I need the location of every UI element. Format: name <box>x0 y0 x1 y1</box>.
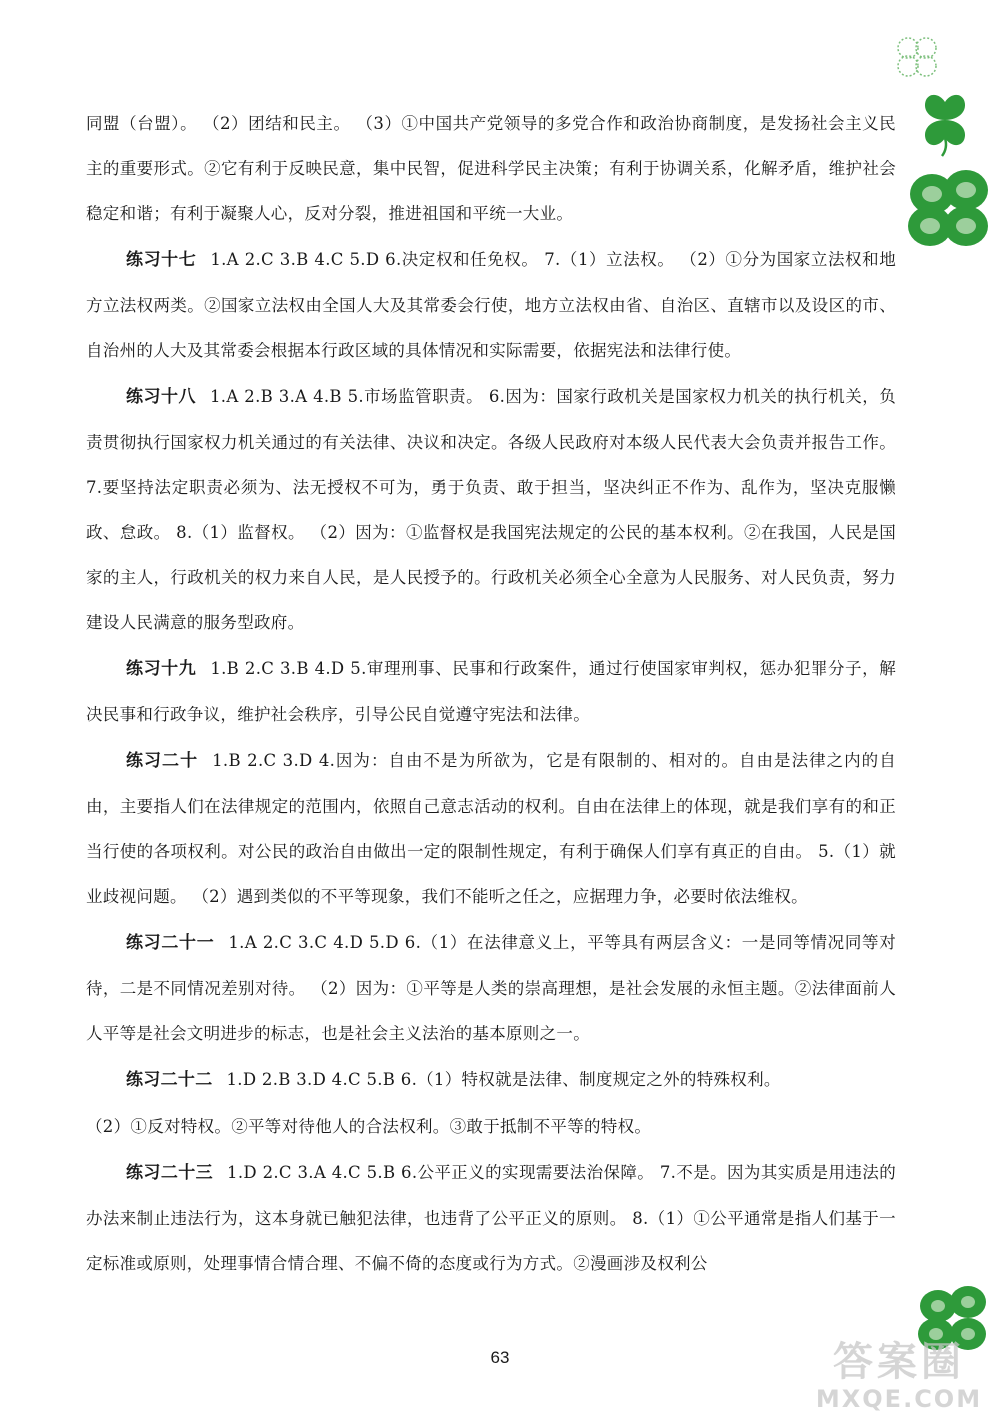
paragraph-text: 1.A 2.C 3.C 4.D 5.D 6.（1）在法律意义上，平等具有两层含义：一是同等情况同等对待，二是不同情况差别对待。 （2）因为：①平等是人类的崇高理想，是社会发展的永恒主题。②法律面前人人平等是社会文明进步的标志，也是社会主义法治的基本原则之一。 <box>86 933 896 1043</box>
exercise-label: 练习十七 <box>126 250 197 270</box>
watermark-logo <box>804 1339 994 1419</box>
answer-text-body <box>86 101 896 1287</box>
answer-paragraph <box>86 237 896 373</box>
exercise-label: 练习二十 <box>126 751 199 771</box>
paragraph-text: （2）①反对特权。②平等对待他人的合法权利。③敢于抵制不平等的特权。 <box>86 1117 652 1136</box>
exercise-label: 练习二十三 <box>126 1163 214 1183</box>
answer-paragraph <box>86 374 896 645</box>
paragraph-text: 1.D 2.C 3.A 4.C 5.B 6.公平正义的实现需要法治保障。 7.不是。因为其实质是用违法的办法来制止违法行为，这本身就已触犯法律，也违背了公平正义的原则。 8.（1）①公平通常是指人们基于一定标准或原则，处理事情合情合理、不偏不倚的态度或行为方式。②漫画涉及权利公 <box>86 1163 896 1273</box>
answer-paragraph <box>86 101 896 236</box>
watermark-line1: 答案圈 <box>833 1339 965 1385</box>
exercise-label: 练习十八 <box>126 387 196 407</box>
answer-paragraph <box>86 1104 896 1149</box>
paragraph-text: 1.A 2.B 3.A 4.B 5.市场监管职责。 6.因为：国家行政机关是国家权力机关的执行机关，负责贯彻执行国家权力机关通过的有关法律、决议和决定。各级人民政府对本级人民代表大会负责并报告工作。 7.要坚持法定职责必须为、法无授权不可为，勇于负责、敢于担当，坚决纠正不作为、乱作为，坚决克服懒政、怠政。 8.（1）监督权。 （2）因为：①监督权是我国宪法规定的公民的基本权利。②在我国，人民是国家的主人，行政机关的权力来自人民，是人民授予的。行政机关必须全心全意为人民服务、对人民负责，努力建设人民满意的服务型政府。 <box>86 387 897 632</box>
answer-paragraph <box>86 920 896 1056</box>
paragraph-text: 同盟（台盟）。 （2）团结和民主。 （3）①中国共产党领导的多党合作和政治协商制度，是发扬社会主义民主的重要形式。②它有利于反映民意，集中民智，促进科学民主决策；有利于协调关系，化解矛盾，维护社会稳定和谐；有利于凝聚人心，反对分裂，推进祖国和平统一大业。 <box>86 114 896 223</box>
exercise-label: 练习十九 <box>126 659 197 679</box>
paragraph-text: 1.B 2.C 3.B 4.D 5.审理刑事、民事和行政案件，通过行使国家审判权，惩办犯罪分子，解决民事和行政争议，维护社会秩序，引导公民自觉遵守宪法和法律。 <box>86 659 896 724</box>
answer-paragraph <box>86 738 896 919</box>
answer-paragraph <box>86 1057 896 1103</box>
exercise-label: 练习二十一 <box>126 933 215 953</box>
exercise-label: 练习二十二 <box>126 1070 213 1090</box>
paragraph-text: 1.A 2.C 3.B 4.C 5.D 6.决定权和任免权。 7.（1）立法权。 （2）①分为国家立法权和地方立法权两类。②国家立法权由全国人大及其常委会行使，地方立法权由省、自治区、直辖市以及设区的市、自治州的人大及其常委会根据本行政区域的具体情况和实际需要，依据宪法和法律行使。 <box>86 250 896 360</box>
answer-paragraph <box>86 646 896 737</box>
clover-large-icon <box>900 160 1000 260</box>
paragraph-text: 1.B 2.C 3.D 4.因为：自由不是为所欲为，它是有限制的、相对的。自由是法律之内的自由，主要指人们在法律规定的范围内，依照自己意志活动的权利。自由在法律上的体现，就是我们享有的和正当行使的各项权利。对公民的政治自由做出一定的限制性规定，有利于确保人们享有真正的自由。 5.（1）就业歧视问题。 （2）遇到类似的不平等现象，我们不能听之任之，应据理力争，必要时依法维权。 <box>86 751 897 906</box>
paragraph-text: 1.D 2.B 3.D 4.C 5.B 6.（1）特权就是法律、制度规定之外的特殊权利。 <box>226 1070 781 1089</box>
watermark-line2: MXQE.COM <box>815 1385 983 1413</box>
clover-small-icon <box>888 30 946 88</box>
page-number: 63 <box>490 1348 510 1367</box>
clover-medium-icon <box>912 86 978 158</box>
answer-paragraph <box>86 1150 896 1286</box>
